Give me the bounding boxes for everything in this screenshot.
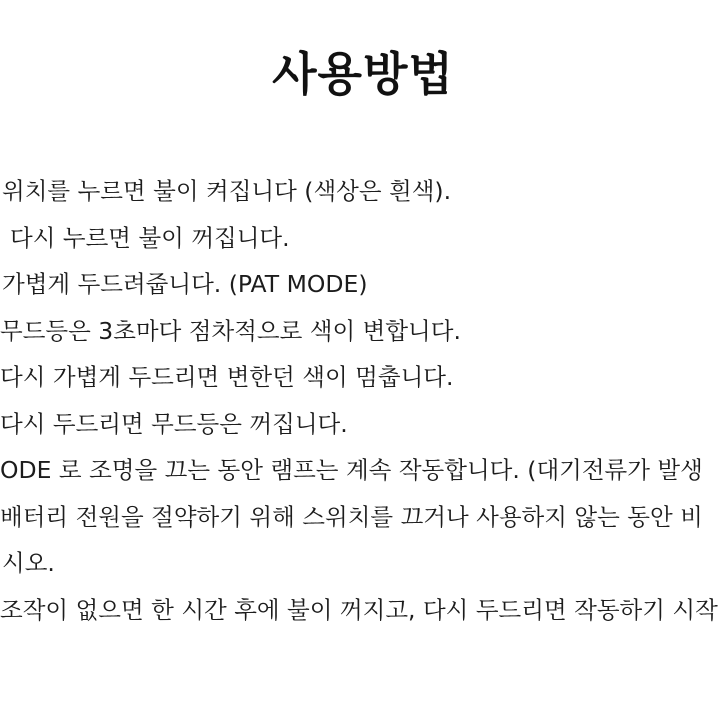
- instruction-line: 위치를 누르면 불이 켜집니다 (색상은 흰색).: [2, 177, 452, 205]
- instruction-line: ODE 로 조명을 끄는 동안 램프는 계속 작동합니다. (대기전류가 발생: [0, 456, 703, 484]
- instruction-line: 무드등은 3초마다 점차적으로 색이 변합니다.: [0, 316, 461, 345]
- instruction-line: 다시 가볍게 두드리면 변한던 색이 멈춥니다.: [0, 363, 454, 391]
- instruction-line: 가볍게 두드려줍니다. (PAT MODE): [2, 270, 368, 298]
- page-title: 사용방법: [272, 47, 454, 101]
- instruction-line: 배터리 전원을 절약하기 위해 스위치를 끄거나 사용하지 않는 동안 비: [0, 502, 703, 531]
- instruction-line: 시오.: [2, 549, 55, 577]
- instruction-line: 다시 두드리면 무드등은 꺼집니다.: [0, 409, 348, 438]
- instruction-line: 조작이 없으면 한 시간 후에 불이 꺼지고, 다시 두드리면 작동하기 시작: [0, 595, 718, 624]
- instruction-line: 다시 누르면 불이 꺼집니다.: [10, 223, 290, 252]
- instruction-list: [0, 168, 726, 633]
